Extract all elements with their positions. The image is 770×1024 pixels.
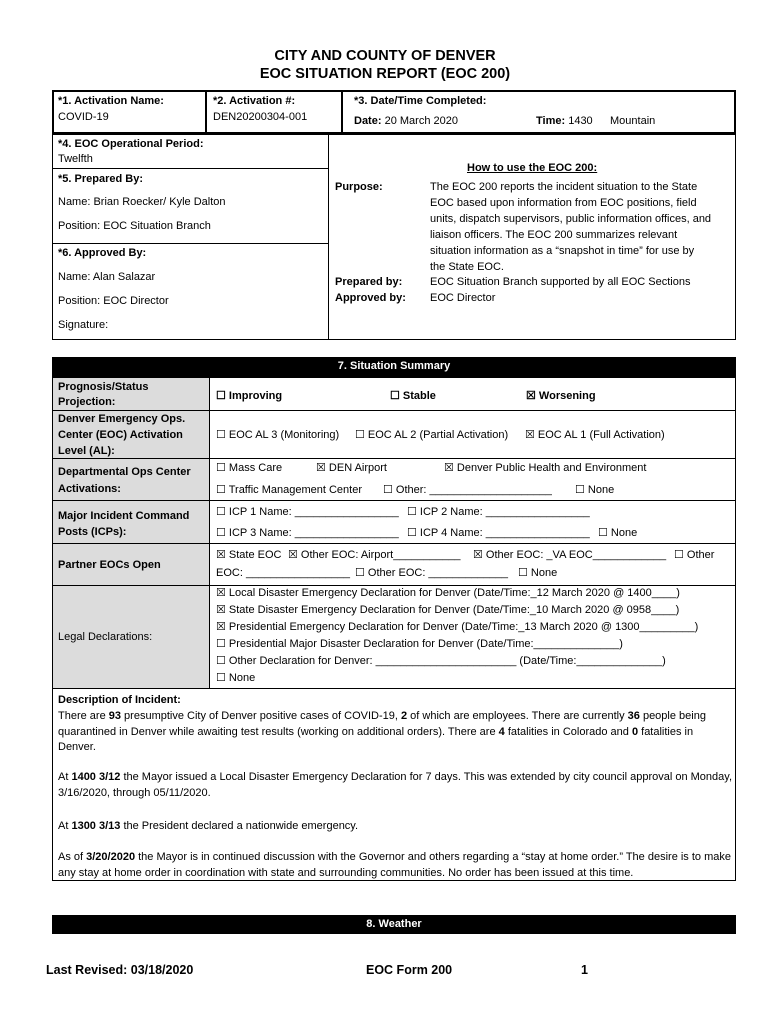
checkbox-state-eoc[interactable]: ☒ State EOC [216,549,282,561]
checkbox-mass-care[interactable]: ☐ Mass Care [216,462,283,474]
purpose-line: EOC based upon information from EOC positions, field [430,197,697,209]
howto-approved-label: Approved by: [335,292,406,304]
prepared-by-label: *5. Prepared By: [58,173,143,185]
icp-label: Major Incident Command [58,510,190,522]
icp-label: Posts (ICPs): [58,526,127,538]
partner-eocs-label: Partner EOCs Open [58,559,161,571]
time-field: Time: 1430 [536,115,593,127]
checkbox-other-eoc[interactable]: ☐ Other [674,549,715,561]
checkbox-dphe[interactable]: ☒ Denver Public Health and Environment [444,462,647,474]
legal-declaration-item[interactable]: ☐ None [216,672,256,684]
activation-number-label: *2. Activation #: [213,95,296,107]
footer-last-revised: Last Revised: 03/18/2020 [46,963,194,977]
checkbox-dept-other[interactable]: ☐ Other: ____________________ [383,484,552,496]
datetime-label: *3. Date/Time Completed: [354,95,487,107]
description-paragraph-4: As of 3/20/2020 the Mayor is in continued discussion with the Governor and others regarding a “stay at home order.” The desire is to make any stay at home order in coordination with state and surrounding communities. No order has been issued at this time. [58,851,731,879]
checkbox-worsening[interactable]: ☒ Worsening [526,390,596,402]
purpose-line: liaison officers. The EOC 200 summarizes relevant [430,229,678,241]
signature-label: Signature: [58,319,109,331]
checkbox-eoc-al2[interactable]: ☐ EOC AL 2 (Partial Activation) [355,429,509,441]
checkbox-traffic-mgmt[interactable]: ☐ Traffic Management Center [216,484,363,496]
checkbox-other-eoc-va[interactable]: ☒ Other EOC: _VA EOC____________ [473,549,667,561]
description-label: Description of Incident: [58,694,181,706]
activation-number-value: DEN20200304-001 [213,111,308,123]
legal-declaration-item[interactable]: ☒ State Disaster Emergency Declaration for Denver (Date/Time:_10 March 2020 @ 0958____) [216,604,680,616]
checkbox-icp3[interactable]: ☐ ICP 3 Name: _________________ [216,527,399,539]
prognosis-label: Projection: [58,396,116,408]
checkbox-icp-none[interactable]: ☐ None [598,527,638,539]
description-paragraph-1: There are 93 presumptive City of Denver positive cases of COVID-19, 2 of which are employees. There are currently 36 people being quarantined in Denver while awaiting test results (working on additional orders). There are 4 fatalities in Colorado and 0 fatalities in Denver. [58,710,706,753]
checkbox-eoc-al3[interactable]: ☐ EOC AL 3 (Monitoring) [216,429,340,441]
timezone-value: Mountain [610,115,656,127]
footer-page-number: 1 [581,963,588,977]
checkbox-icp2[interactable]: ☐ ICP 2 Name: _________________ [407,506,590,518]
checkbox-stable[interactable]: ☐ Stable [390,390,436,402]
checkbox-other-eoc-airport[interactable]: ☒ Other EOC: Airport___________ [288,549,461,561]
eoc-al-label: Denver Emergency Ops. [58,413,186,425]
eoc-al-label: Center (EOC) Activation [58,429,183,441]
activation-name-value: COVID-19 [58,111,109,123]
description-paragraph-3: At 1300 3/13 the President declared a nationwide emergency. [58,820,359,832]
purpose-label: Purpose: [335,181,383,193]
operational-period-label: *4. EOC Operational Period: [58,138,204,150]
prepared-by-position: Position: EOC Situation Branch [58,220,211,232]
howto-prepared-label: Prepared by: [335,276,403,288]
description-paragraph-2: At 1400 3/12 the Mayor issued a Local Disaster Emergency Declaration for 7 days. This was extended by city council approval on Monday, 3/16/2020, through 05/11/2020. [58,771,733,799]
checkbox-dept-none[interactable]: ☐ None [575,484,615,496]
footer-form-name: EOC Form 200 [366,963,453,977]
eoc-al-label: Level (AL): [58,445,115,457]
report-title-line1: CITY AND COUNTY OF DENVER [274,48,496,64]
dept-ops-label: Departmental Ops Center [58,466,191,478]
checkbox-icp1[interactable]: ☐ ICP 1 Name: _________________ [216,506,399,518]
prognosis-label: Prognosis/Status [58,381,149,393]
situation-summary-header: 7. Situation Summary [52,357,736,377]
checkbox-partner-none[interactable]: ☐ None [518,567,558,579]
weather-header: 8. Weather [52,915,736,934]
purpose-line: the State EOC. [430,261,504,273]
prepared-by-name: Name: Brian Roecker/ Kyle Dalton [58,196,226,208]
legal-declaration-item[interactable]: ☐ Presidential Major Disaster Declaration for Denver (Date/Time:______________) [216,638,623,650]
legal-declaration-item[interactable]: ☒ Presidential Emergency Declaration for Denver (Date/Time:_13 March 2020 @ 1300_________) [216,621,699,633]
legal-declaration-item[interactable]: ☐ Other Declaration for Denver: _______________________ (Date/Time:______________) [216,655,666,667]
howto-prepared-value: EOC Situation Branch supported by all EOC Sections [430,276,691,288]
date-field: Date: 20 March 2020 [354,115,458,127]
howto-title: How to use the EOC 200: [467,162,598,174]
purpose-line: The EOC 200 reports the incident situation to the State [430,181,698,193]
approved-by-name: Name: Alan Salazar [58,271,156,283]
legal-declaration-item[interactable]: ☒ Local Disaster Emergency Declaration for Denver (Date/Time:_12 March 2020 @ 1400____) [216,587,680,599]
checkbox-other-eoc-2[interactable]: ☐ Other EOC: _____________ [355,567,508,579]
activation-name-label: *1. Activation Name: [58,95,164,107]
other-eoc-field[interactable]: EOC: _________________ [216,567,350,579]
checkbox-icp4[interactable]: ☐ ICP 4 Name: _________________ [407,527,590,539]
checkbox-den-airport[interactable]: ☒ DEN Airport [316,462,387,474]
purpose-line: situation information as a “snapshot in time” for use by [430,245,695,257]
approved-by-position: Position: EOC Director [58,295,169,307]
report-title-line2: EOC SITUATION REPORT (EOC 200) [259,66,511,82]
purpose-line: units, dispatch supervisors, public information offices, and [430,213,712,225]
checkbox-improving[interactable]: ☐ Improving [216,390,283,402]
checkbox-eoc-al1[interactable]: ☒ EOC AL 1 (Full Activation) [525,429,665,441]
operational-period-value: Twelfth [58,153,93,165]
legal-declarations-label: Legal Declarations: [58,631,153,643]
dept-ops-label: Activations: [58,483,121,495]
approved-by-label: *6. Approved By: [58,247,147,259]
howto-approved-value: EOC Director [430,292,496,304]
